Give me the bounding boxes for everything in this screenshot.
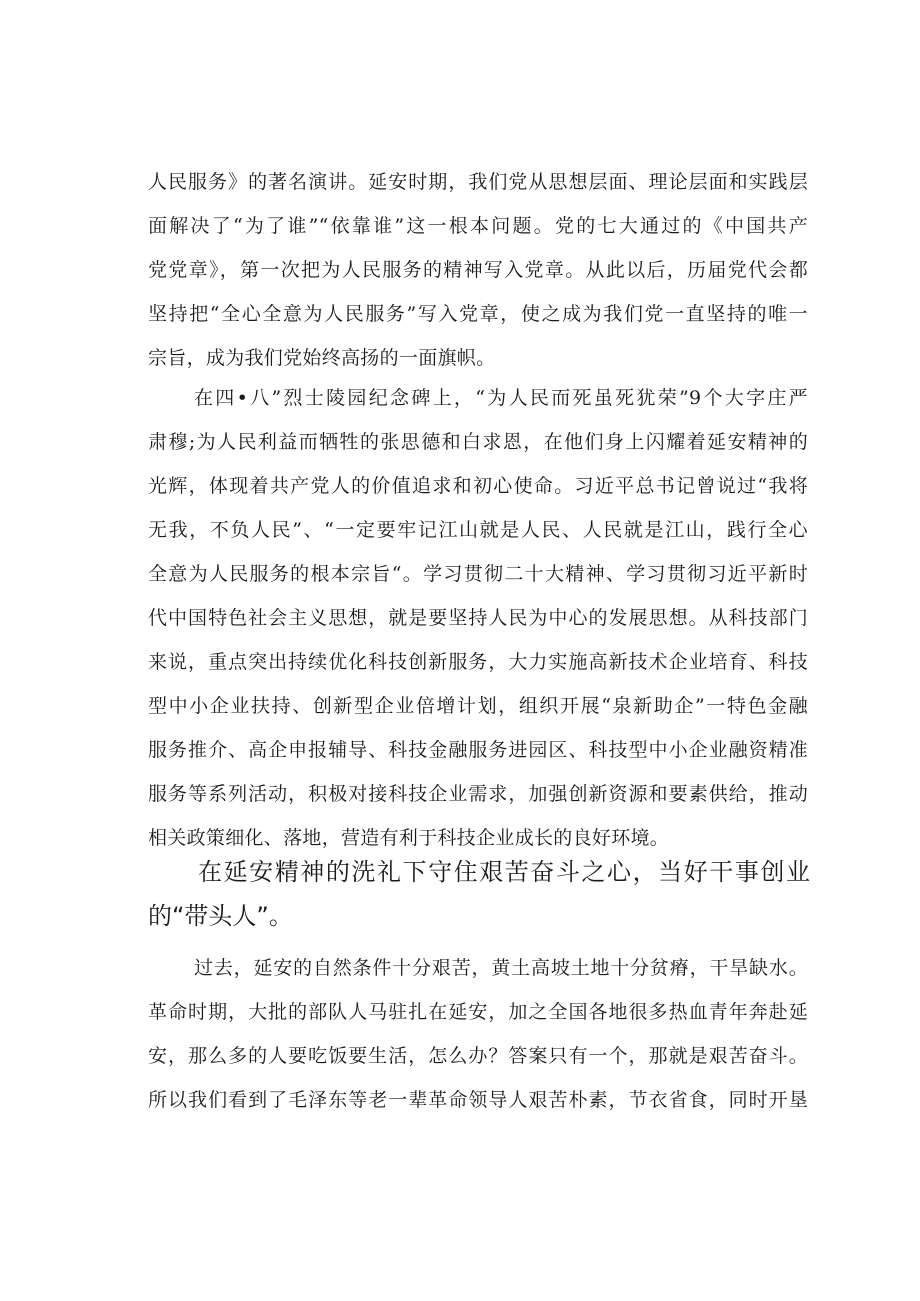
paragraph-2-line: 肃穆;为人民利益而牺牲的张思德和白求恩，在他们身上闪耀着延安精神的: [148, 431, 808, 453]
paragraph-3-line: 过去，延安的自然条件十分艰苦，黄土高坡土地十分贫瘠，干旱缺水。: [194, 957, 808, 979]
paragraph-1-line: 坚持把“全心全意为人民服务”写入党章，使之成为我们党一直坚持的唯一: [148, 303, 808, 325]
paragraph-2-line: 服务推介、高企申报辅导、科技金融服务进园区、科技型中小企业融资精准: [148, 739, 808, 761]
paragraph-3-line: 革命时期，大批的部队人马驻扎在延安，加之全国各地很多热血青年奔赴延: [148, 1001, 808, 1023]
paragraph-2-line: 代中国特色社会主义思想，就是要坚持人民为中心的发展思想。从科技部门: [148, 607, 808, 629]
paragraph-2-line: 相关政策细化、落地，营造有利于科技企业成长的良好环境。: [148, 827, 670, 849]
paragraph-3-line: 所以我们看到了毛泽东等老一辈革命领导人艰苦朴素，节衣省食，同时开垦: [148, 1089, 808, 1111]
paragraph-1-line: 宗旨，成为我们党始终高扬的一面旗帜。: [148, 347, 496, 369]
paragraph-2-line: 光辉，体现着共产党人的价值追求和初心使命。习近平总书记曾说过“我将: [148, 475, 808, 497]
paragraph-3: [148, 946, 808, 1122]
paragraph-1: [148, 160, 808, 380]
section-heading-line: 的“带头人”。: [148, 902, 293, 930]
paragraph-1-line: 人民服务》的著名演讲。延安时期，我们党从思想层面、理论层面和实践层: [148, 171, 808, 193]
section-heading: [148, 850, 810, 938]
paragraph-2: [148, 376, 808, 860]
paragraph-2-line: 在四•八”烈士陵园纪念碑上，“为人民而死虽死犹荣”9个大字庄严: [194, 387, 808, 409]
section-heading-line: 在延安精神的洗礼下守住艰苦奋斗之心，当好干事创业: [198, 858, 810, 886]
paragraph-2-line: 来说，重点突出持续优化科技创新服务，大力实施高新技术企业培育、科技: [148, 651, 808, 673]
paragraph-1-line: 面解决了“为了谁”“依靠谁”这一根本问题。党的七大通过的《中国共产: [148, 215, 808, 237]
paragraph-3-line: 安，那么多的人要吃饭要生活，怎么办？答案只有一个，那就是艰苦奋斗。: [148, 1045, 808, 1067]
paragraph-2-line: 型中小企业扶持、创新型企业倍增计划，组织开展“泉新助企”一特色金融: [148, 695, 808, 717]
paragraph-2-line: 服务等系列活动，积极对接科技企业需求，加强创新资源和要素供给，推动: [148, 783, 808, 805]
paragraph-2-line: 全意为人民服务的根本宗旨“。学习贯彻二十大精神、学习贯彻习近平新时: [148, 563, 808, 585]
paragraph-2-line: 无我，不负人民”、“一定要牢记江山就是人民、人民就是江山，践行全心: [148, 519, 808, 541]
paragraph-1-line: 党党章》，第一次把为人民服务的精神写入党章。从此以后，历届党代会都: [148, 259, 808, 281]
